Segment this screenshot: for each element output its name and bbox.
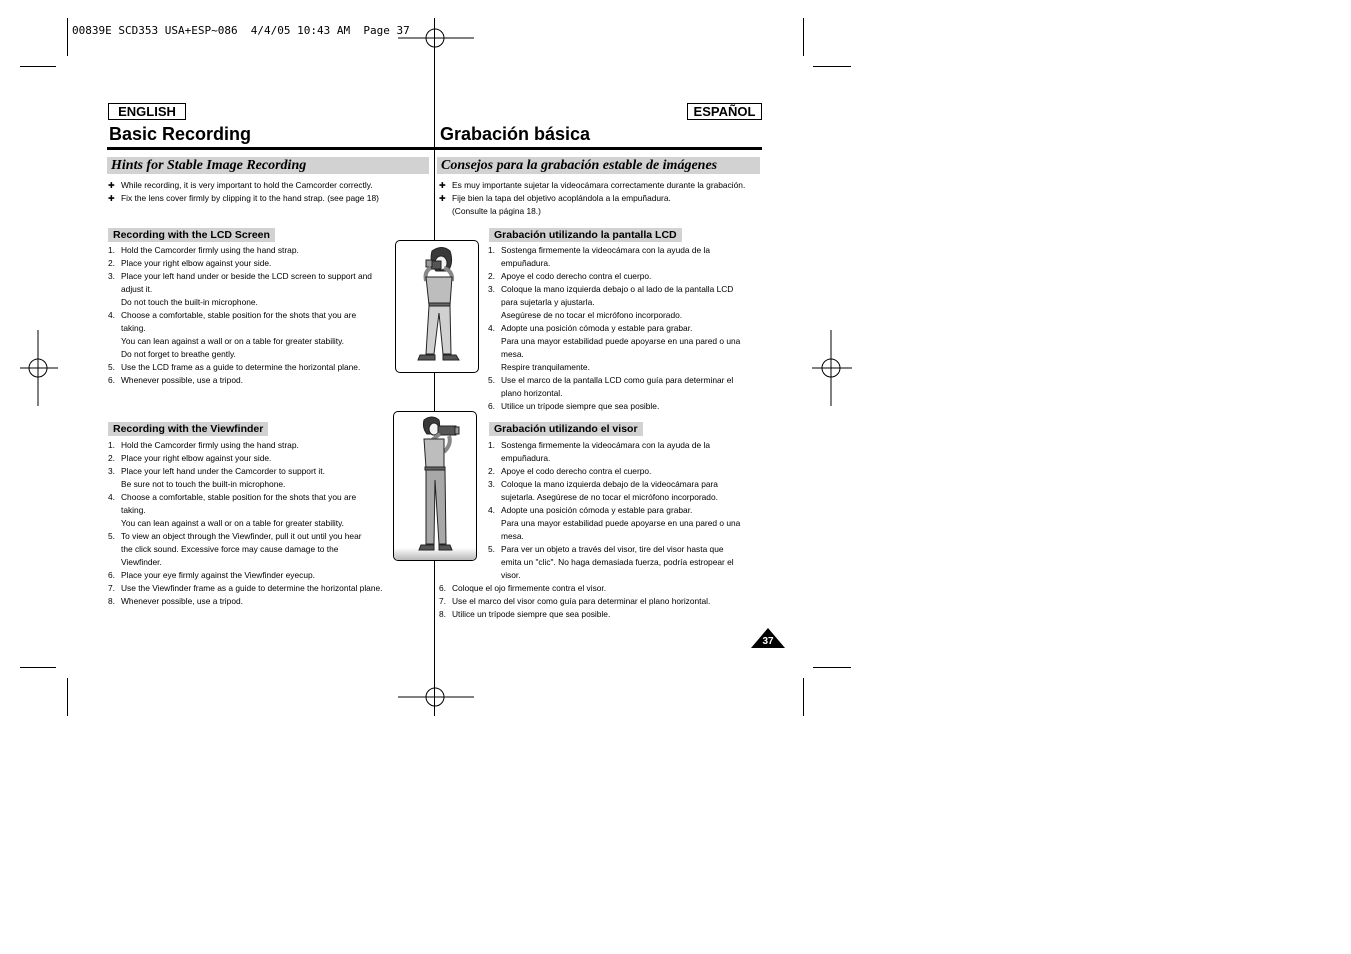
step-text: Sostenga firmemente la videocámara con la ayuda de la xyxy=(501,440,711,450)
list-item xyxy=(488,400,762,413)
list-item xyxy=(108,439,408,452)
subheading-lcd-spanish: Grabación utilizando la pantalla LCD xyxy=(489,228,682,242)
section-heading-english: Hints for Stable Image Recording xyxy=(107,157,429,174)
list-item: ✚ Fix the lens cover firmly by clipping it to the hand strap. (see page 18) xyxy=(108,193,379,203)
step-text: Place your left hand under or beside the LCD screen to support and xyxy=(121,271,372,281)
step-text: Be sure not to touch the built-in microphone. xyxy=(121,479,286,489)
step-text: Utilice un trípode siempre que sea posible. xyxy=(452,609,611,619)
list-item xyxy=(439,595,761,608)
title-rule xyxy=(107,147,762,150)
list-item xyxy=(108,582,408,595)
plus-bullet-icon: ✚ xyxy=(108,181,115,190)
step-text: Adopte una posición cómoda y estable para grabar. xyxy=(501,323,693,333)
steps-viewfinder-spanish-wide xyxy=(439,582,761,621)
step-text: Place your right elbow against your side. xyxy=(121,453,272,463)
step-text: mesa. xyxy=(501,349,524,359)
step-text: empuñadura. xyxy=(501,453,551,463)
step-text: para sujetarla y ajustarla. xyxy=(501,297,595,307)
step-number: 4. xyxy=(488,505,495,515)
step-text: Place your right elbow against your side. xyxy=(121,258,272,268)
list-item xyxy=(488,374,762,400)
steps-viewfinder-english xyxy=(108,439,408,608)
step-text: Sostenga firmemente la videocámara con la ayuda de la xyxy=(501,245,711,255)
hints-list-english xyxy=(108,179,428,205)
step-text: Hold the Camcorder firmly using the hand strap. xyxy=(121,245,299,255)
page-number-badge xyxy=(751,628,785,648)
steps-lcd-spanish xyxy=(488,244,762,413)
step-text: Choose a comfortable, stable position for the shots that you are xyxy=(121,310,357,320)
step-text: adjust it. xyxy=(121,284,153,294)
list-item xyxy=(488,244,762,270)
subheading-lcd-english: Recording with the LCD Screen xyxy=(108,228,275,242)
step-number: 6. xyxy=(439,583,446,593)
step-number: 6. xyxy=(108,375,115,385)
crosshair-registration-icon xyxy=(812,330,852,406)
step-text: visor. xyxy=(501,570,521,580)
step-text: You can lean against a wall or on a table for greater stability. xyxy=(121,336,345,346)
step-text: Coloque la mano izquierda debajo o al lado de la pantalla LCD xyxy=(501,284,734,294)
step-number: 3. xyxy=(488,479,495,489)
step-text: the click sound. Excessive force may cause damage to the xyxy=(121,544,339,554)
step-number: 1. xyxy=(488,245,495,255)
step-number: 1. xyxy=(108,245,115,255)
plus-bullet-icon: ✚ xyxy=(439,194,446,203)
step-number: 2. xyxy=(488,271,495,281)
step-text: Coloque el ojo firmemente contra el visor. xyxy=(452,583,607,593)
list-item xyxy=(108,530,408,569)
step-number: 4. xyxy=(488,323,495,333)
language-label-spanish: ESPAÑOL xyxy=(687,103,762,120)
step-text: Respire tranquilamente. xyxy=(501,362,590,372)
step-number: 1. xyxy=(488,440,495,450)
list-item xyxy=(488,439,762,465)
list-item xyxy=(488,504,762,543)
list-item xyxy=(108,244,398,257)
person-holding-camcorder-lcd-icon xyxy=(395,240,479,373)
step-text: Use the LCD frame as a guide to determine the horizontal plane. xyxy=(121,362,361,372)
step-text: plano horizontal. xyxy=(501,388,563,398)
step-text: Coloque la mano izquierda debajo de la videocámara para xyxy=(501,479,718,489)
step-number: 3. xyxy=(108,271,115,281)
page-title-english: Basic Recording xyxy=(109,124,252,144)
step-number: 8. xyxy=(439,609,446,619)
step-text: Viewfinder. xyxy=(121,557,162,567)
step-text: Whenever possible, use a tripod. xyxy=(121,596,243,606)
step-text: empuñadura. xyxy=(501,258,551,268)
subheading-viewfinder-english: Recording with the Viewfinder xyxy=(108,422,268,436)
hints-list-spanish xyxy=(439,179,761,218)
step-number: 2. xyxy=(488,466,495,476)
step-text: Use the Viewfinder frame as a guide to determine the horizontal plane. xyxy=(121,583,383,593)
list-item xyxy=(488,543,762,582)
step-number: 8. xyxy=(108,596,115,606)
subheading-viewfinder-spanish: Grabación utilizando el visor xyxy=(489,422,643,436)
step-text: Whenever possible, use a tripod. xyxy=(121,375,243,385)
list-item xyxy=(488,478,762,504)
list-item: ✚ Fije bien la tapa del objetivo acoplándola a la empuñadura. (Consulte la página 18.) xyxy=(439,193,671,216)
step-number: 6. xyxy=(108,570,115,580)
step-number: 7. xyxy=(108,583,115,593)
step-number: 3. xyxy=(488,284,495,294)
step-number: 5. xyxy=(488,375,495,385)
list-item xyxy=(439,582,761,595)
steps-lcd-english xyxy=(108,244,398,387)
step-text: Asegúrese de no tocar el micrófono incorporado. xyxy=(501,310,683,320)
list-item xyxy=(488,322,762,374)
step-number: 5. xyxy=(488,544,495,554)
crosshair-registration-icon xyxy=(20,330,58,406)
list-item xyxy=(108,491,408,530)
step-number: 1. xyxy=(108,440,115,450)
list-item: ✚ While recording, it is very important to hold the Camcorder correctly. xyxy=(108,180,373,190)
step-number: 6. xyxy=(488,401,495,411)
page-number: 37 xyxy=(762,636,774,647)
step-text: emita un "clic". No haga demasiada fuerza, podría estropear el xyxy=(501,557,734,567)
list-item xyxy=(488,283,762,322)
step-text: Place your eye firmly against the Viewfinder eyecup. xyxy=(121,570,315,580)
step-text: Para una mayor estabilidad puede apoyarse en una pared o una xyxy=(501,336,741,346)
plus-bullet-icon: ✚ xyxy=(108,194,115,203)
list-item xyxy=(108,361,398,374)
step-number: 2. xyxy=(108,453,115,463)
language-label-english: ENGLISH xyxy=(108,103,186,120)
list-item xyxy=(439,608,761,621)
list-item: ✚ Es muy importante sujetar la videocámara correctamente durante la grabación. xyxy=(439,180,746,190)
step-text: Apoye el codo derecho contra el cuerpo. xyxy=(501,271,652,281)
step-number: 4. xyxy=(108,310,115,320)
list-item xyxy=(108,465,408,491)
list-item xyxy=(108,569,408,582)
plus-bullet-icon: ✚ xyxy=(439,181,446,190)
step-number: 2. xyxy=(108,258,115,268)
step-text: mesa. xyxy=(501,531,524,541)
list-item xyxy=(488,465,762,478)
step-text: Utilice un trípode siempre que sea posible. xyxy=(501,401,660,411)
step-number: 5. xyxy=(108,362,115,372)
list-item xyxy=(488,270,762,283)
step-text: Place your left hand under the Camcorder to support it. xyxy=(121,466,325,476)
step-text: taking. xyxy=(121,323,146,333)
step-text: Para ver un objeto a través del visor, tire del visor hasta que xyxy=(501,544,724,554)
steps-viewfinder-spanish xyxy=(488,439,762,582)
step-text: To view an object through the Viewfinder, pull it out until you hear xyxy=(121,531,362,541)
step-text: Use el marco de la pantalla LCD como guía para determinar el xyxy=(501,375,734,385)
crosshair-registration-icon xyxy=(398,680,474,714)
step-number: 5. xyxy=(108,531,115,541)
list-item xyxy=(108,374,398,387)
list-item xyxy=(108,452,408,465)
crosshair-registration-icon xyxy=(398,24,474,64)
section-heading-spanish: Consejos para la grabación estable de imágenes xyxy=(437,157,760,174)
step-number: 7. xyxy=(439,596,446,606)
page-title-spanish: Grabación básica xyxy=(440,124,591,144)
person-using-viewfinder-icon xyxy=(393,411,477,561)
step-number: 3. xyxy=(108,466,115,476)
step-text: Adopte una posición cómoda y estable para grabar. xyxy=(501,505,693,515)
step-text: Use el marco del visor como guía para determinar el plano horizontal. xyxy=(452,596,711,606)
list-item xyxy=(108,257,398,270)
step-text: Hold the Camcorder firmly using the hand strap. xyxy=(121,440,299,450)
list-item xyxy=(108,309,398,361)
print-slug: 00839E SCD353 USA+ESP~086 4/4/05 10:43 AM Page 37 xyxy=(72,24,410,37)
step-text: Para una mayor estabilidad puede apoyarse en una pared o una xyxy=(501,518,741,528)
step-text: You can lean against a wall or on a table for greater stability. xyxy=(121,518,345,528)
step-text: taking. xyxy=(121,505,146,515)
step-text: sujetarla. Asegúrese de no tocar el micrófono incorporado. xyxy=(501,492,718,502)
step-text: Do not touch the built-in microphone. xyxy=(121,297,258,307)
step-number: 4. xyxy=(108,492,115,502)
list-item xyxy=(108,595,408,608)
step-text: Choose a comfortable, stable position for the shots that you are xyxy=(121,492,357,502)
list-item xyxy=(108,270,398,309)
step-text: Apoye el codo derecho contra el cuerpo. xyxy=(501,466,652,476)
step-text: Do not forget to breathe gently. xyxy=(121,349,236,359)
